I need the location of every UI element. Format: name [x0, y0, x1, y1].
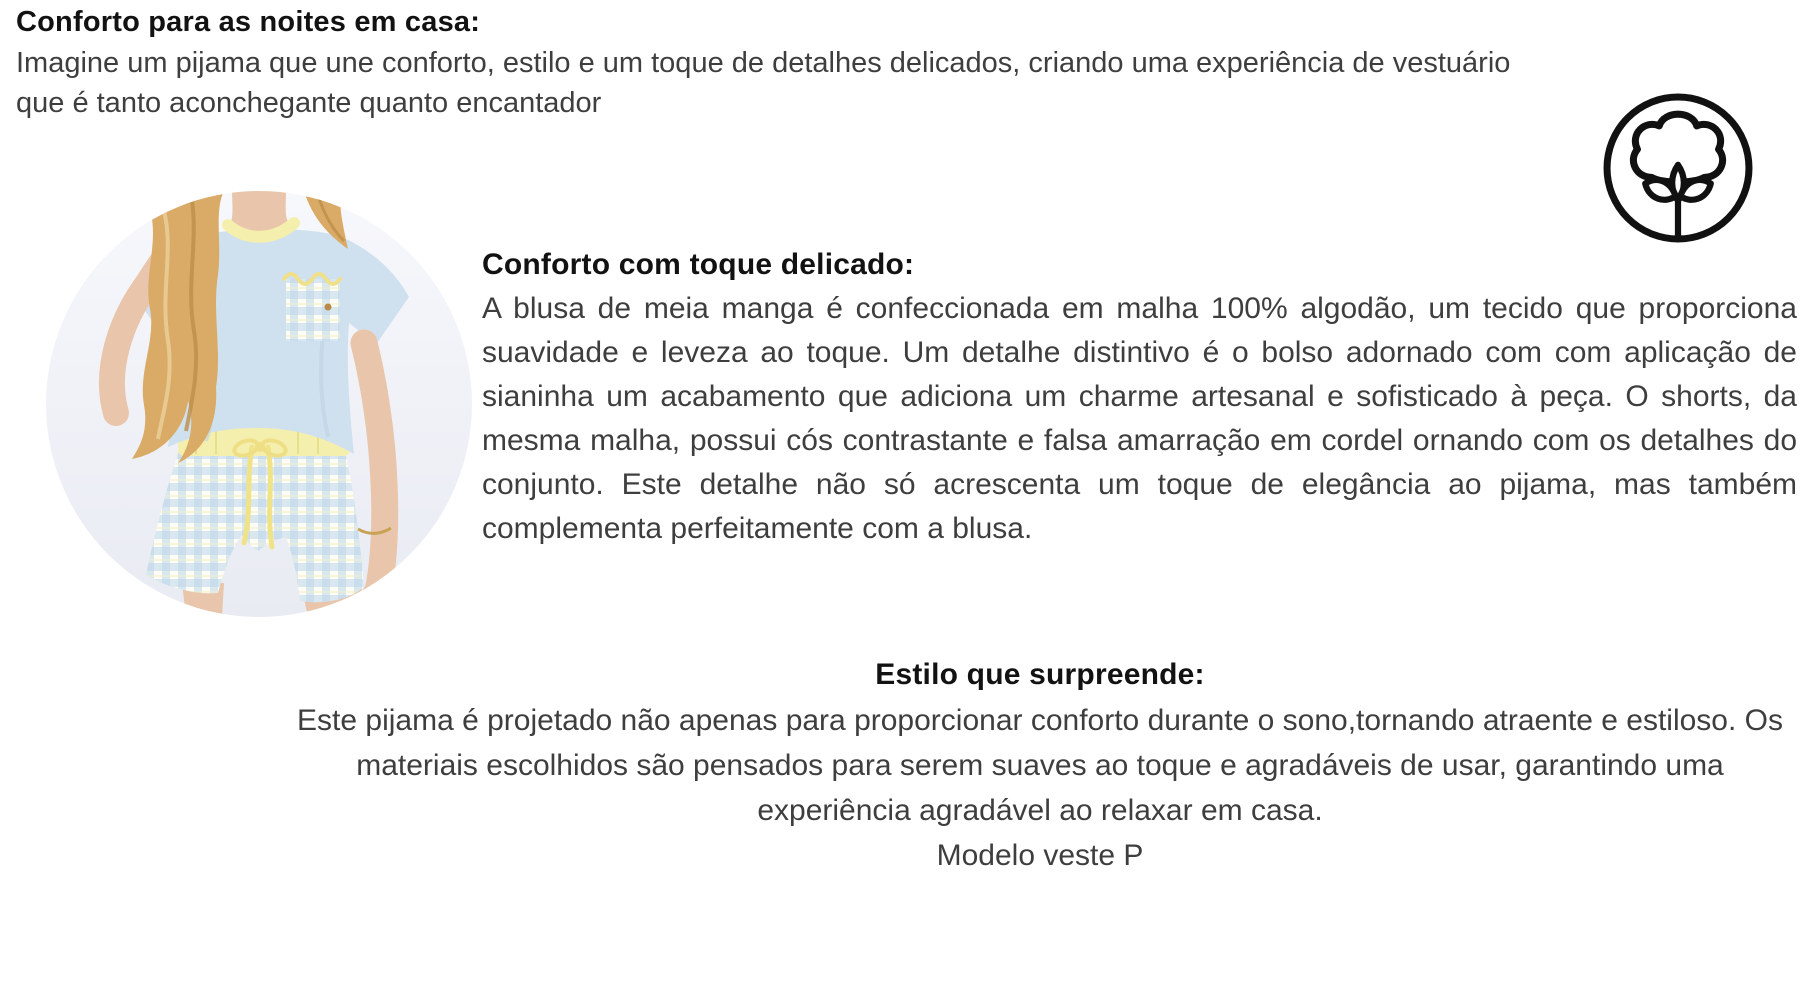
section-delicado [482, 243, 1797, 551]
section-estilo [280, 652, 1800, 878]
product-photo [46, 191, 472, 617]
intro-block [16, 2, 1536, 123]
section-text-delicado: A blusa de meia manga é confeccionada em malha 100% algodão, um tecido que proporciona suavidade e leveza ao toque. Um detalhe distintivo é o bolso adornado com com aplicação de sianinha um acabamento que adiciona um charme artesanal e sofisticado à peça. O shorts, da mesma malha, possui cós contrastante e falsa amarração em cordel ornando com os detalhes do conjunto. Este detalhe não só acrescenta um toque de elegância ao pijama, mas também complementa perfeitamente com a blusa. [482, 292, 1797, 545]
intro-heading: Conforto para as noites em casa: [16, 6, 481, 38]
section-text-estilo: Este pijama é projetado não apenas para proporcionar conforto durante o sono,tornando atraente e estiloso. Os materiais escolhidos são pensados para serem suaves ao toque e agradáveis de usar, garantindo uma experiência agradável ao relaxar em casa. [297, 704, 1783, 827]
section-heading-delicado: Conforto com toque delicado: [482, 248, 915, 281]
model-illustration [46, 191, 472, 617]
intro-text: Imagine um pijama que une conforto, estilo e um toque de detalhes delicados, criando uma experiência de vestuário que é tanto aconchegante quanto encantador [16, 47, 1511, 119]
model-size-note: Modelo veste P [936, 839, 1144, 872]
section-heading-estilo: Estilo que surpreende: [875, 658, 1205, 691]
cotton-icon [1600, 90, 1756, 246]
